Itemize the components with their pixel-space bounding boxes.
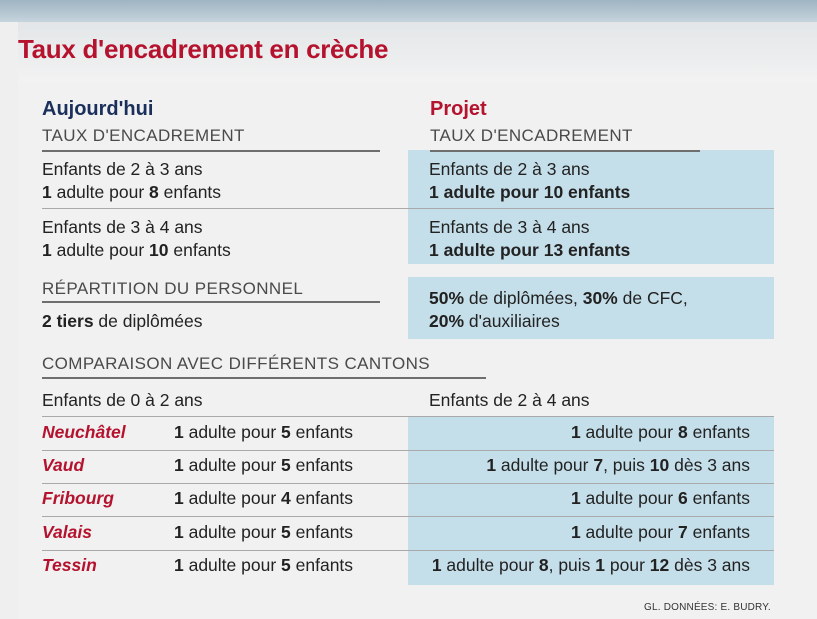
staff-text: d'auxiliaires: [464, 311, 560, 331]
today-section-rule: [42, 150, 380, 152]
rate-text: enfants: [687, 522, 750, 542]
canton-name: Neuchâtel: [42, 422, 126, 442]
project-heading: Projet: [430, 98, 487, 120]
page-title: Taux d'encadrement en crèche: [18, 34, 389, 64]
rate-number: 1: [42, 182, 52, 202]
rate-text: adulte pour: [51, 240, 150, 260]
rate-number: 1: [595, 555, 606, 575]
rate-number: 1: [174, 522, 184, 542]
rate-number: 8: [677, 422, 688, 442]
rate-value-today: [42, 182, 221, 203]
rate-number: 1: [174, 555, 184, 575]
rate-number: 1: [431, 555, 442, 575]
rate-number: 8: [149, 182, 159, 202]
rate-number: 10: [149, 240, 169, 260]
rate-number: 12: [649, 555, 670, 575]
canton-rate-2-4: [408, 555, 750, 576]
rate-number: 1: [174, 488, 184, 508]
rate-age-project: Enfants de 2 à 3 ans: [429, 159, 590, 179]
rate-number: 5: [281, 455, 291, 475]
rate-text: adulte pour: [183, 488, 282, 508]
canton-name: Vaud: [42, 455, 85, 475]
staff-today: [42, 311, 203, 332]
rate-age-today: Enfants de 2 à 3 ans: [42, 159, 203, 179]
staff-number: 2 tiers: [42, 311, 94, 331]
rate-text: adulte pour: [441, 555, 539, 575]
staff-section-rule: [42, 301, 380, 303]
rate-text: enfants: [290, 455, 354, 475]
staff-section-label: RÉPARTITION DU PERSONNEL: [42, 279, 304, 298]
row-divider: [42, 208, 774, 209]
rate-number: 6: [677, 488, 688, 508]
rate-text: adulte pour: [183, 455, 282, 475]
staff-text: de diplômées: [93, 311, 203, 331]
rate-value-today: [42, 240, 231, 261]
canton-name: Fribourg: [42, 488, 114, 508]
rate-value-project: 1 adulte pour 13 enfants: [429, 240, 631, 260]
rate-number: 5: [281, 422, 291, 442]
rate-text: enfants: [168, 240, 231, 260]
rate-number: 1: [174, 455, 184, 475]
project-section-rule: [430, 150, 700, 152]
project-section-label: TAUX D'ENCADREMENT: [430, 126, 633, 145]
canton-rate-2-4: [408, 455, 750, 476]
rate-text: enfants: [290, 488, 354, 508]
rate-text: adulte pour: [183, 522, 282, 542]
rate-text: enfants: [158, 182, 222, 202]
staff-percent: 50%: [429, 288, 465, 308]
rate-text: adulte pour: [580, 488, 678, 508]
canton-name: Tessin: [42, 555, 97, 575]
rate-text: dès 3 ans: [669, 455, 750, 475]
top-band: [0, 0, 817, 22]
rate-text: , puis: [603, 455, 650, 475]
rate-age-today: Enfants de 3 à 4 ans: [42, 217, 203, 237]
rate-text: adulte pour: [183, 555, 282, 575]
rate-text: , puis: [548, 555, 596, 575]
credit-line: GL. DONNÉES: E. BUDRY.: [644, 602, 771, 613]
staff-percent: 30%: [582, 288, 618, 308]
rate-value-project: 1 adulte pour 10 enfants: [429, 182, 631, 202]
rate-text: enfants: [290, 522, 354, 542]
rate-text: enfants: [687, 422, 750, 442]
canton-rate-0-2: [174, 555, 353, 576]
today-heading: Aujourd'hui: [42, 98, 154, 120]
comparison-section-rule: [42, 377, 486, 379]
row-divider: [42, 450, 774, 451]
staff-text: de CFC,: [617, 288, 688, 308]
canton-rate-0-2: [174, 522, 353, 543]
rate-text: enfants: [290, 555, 354, 575]
rate-number: 10: [649, 455, 670, 475]
canton-name: Valais: [42, 522, 92, 542]
rate-number: 1: [570, 488, 581, 508]
rate-text: adulte pour: [580, 522, 678, 542]
rate-text: pour: [605, 555, 650, 575]
comparison-header-divider: [42, 416, 774, 417]
rate-number: 5: [281, 522, 291, 542]
staff-text: de diplômées,: [464, 288, 583, 308]
rate-text: enfants: [687, 488, 750, 508]
today-section-label: TAUX D'ENCADREMENT: [42, 126, 245, 145]
rate-number: 7: [677, 522, 688, 542]
rate-text: adulte pour: [580, 422, 678, 442]
staff-project-line1: [429, 288, 688, 309]
canton-rate-0-2: [174, 488, 353, 509]
canton-rate-0-2: [174, 422, 353, 443]
rate-number: 1: [570, 522, 581, 542]
rate-age-project: Enfants de 3 à 4 ans: [429, 217, 590, 237]
row-divider: [42, 483, 774, 484]
rate-number: 7: [593, 455, 604, 475]
rate-number: 1: [174, 422, 184, 442]
rate-text: enfants: [290, 422, 354, 442]
rate-number: 1: [486, 455, 497, 475]
rate-text: adulte pour: [183, 422, 282, 442]
rate-text: adulte pour: [51, 182, 150, 202]
staff-percent: 20%: [429, 311, 465, 331]
staff-project-line2: [429, 311, 560, 332]
row-divider: [42, 516, 774, 517]
comparison-col-right: Enfants de 2 à 4 ans: [429, 390, 590, 410]
canton-rate-2-4: [408, 488, 750, 509]
rate-number: 4: [281, 488, 291, 508]
canton-rate-2-4: [408, 422, 750, 443]
rate-number: 5: [281, 555, 291, 575]
comparison-section-label: COMPARAISON AVEC DIFFÉRENTS CANTONS: [42, 354, 431, 373]
rate-text: adulte pour: [496, 455, 594, 475]
canton-rate-2-4: [408, 522, 750, 543]
rate-number: 1: [42, 240, 52, 260]
canton-rate-0-2: [174, 455, 353, 476]
rate-number: 1: [570, 422, 581, 442]
row-divider: [42, 550, 774, 551]
comparison-col-left: Enfants de 0 à 2 ans: [42, 390, 203, 410]
rate-text: dès 3 ans: [669, 555, 750, 575]
rate-number: 8: [538, 555, 549, 575]
